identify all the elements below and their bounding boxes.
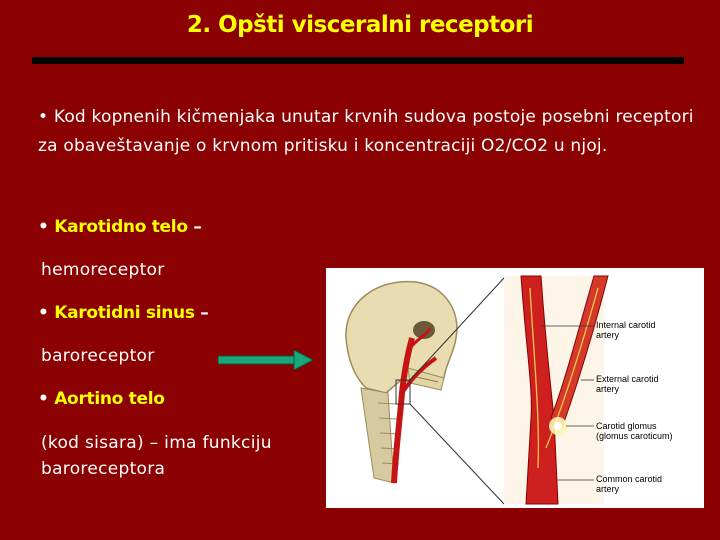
bullet-description-text: (kod sisara) – ima funkciju baroreceptora — [41, 433, 272, 479]
label-line: (glomus caroticum) — [596, 431, 673, 441]
arrow-icon — [218, 350, 313, 370]
bullet-heading: Karotidno telo — [54, 217, 188, 237]
bullet-marker: • — [38, 217, 49, 237]
label-internal-carotid — [596, 320, 656, 340]
bullet-description — [38, 414, 318, 482]
label-common-carotid — [596, 474, 662, 494]
label-line: External carotid — [596, 374, 659, 384]
label-line: artery — [596, 384, 620, 394]
bullet-dash: – — [194, 303, 209, 323]
bullet-description: baroreceptor — [41, 346, 155, 366]
bullet-heading: Karotidni sinus — [54, 303, 195, 323]
bullet-carotid-body — [38, 212, 318, 242]
label-external-carotid — [596, 374, 659, 394]
label-line: Internal carotid — [596, 320, 656, 330]
bullet-marker: • — [38, 303, 49, 323]
bullet-carotid-sinus — [38, 298, 318, 328]
carotid-anatomy-figure — [326, 268, 704, 508]
bullet-dash: – — [187, 217, 202, 237]
bullet-description: hemoreceptor — [41, 260, 165, 280]
label-line: artery — [596, 484, 620, 494]
carotid-zoom-drawing — [504, 276, 608, 504]
intro-paragraph: • Kod kopnenih kičmenjaka unutar krvnih sudova postoje posebni receptori za obaveštavanje o krvnom pritisku i koncentraciji O2/CO2 u njoj. — [38, 107, 694, 156]
label-line: Carotid glomus — [596, 421, 657, 431]
receptor-list — [38, 212, 318, 482]
slide-title: 2. Opšti visceralni receptori — [186, 12, 534, 38]
label-carotid-glomus — [596, 421, 673, 441]
bullet-marker: • — [38, 389, 49, 409]
bullet-aortic-body — [38, 384, 318, 414]
bullet-heading: Aortino telo — [54, 389, 165, 409]
label-line: Common carotid — [596, 474, 663, 484]
label-line: artery — [596, 330, 620, 340]
title-divider — [32, 57, 684, 64]
